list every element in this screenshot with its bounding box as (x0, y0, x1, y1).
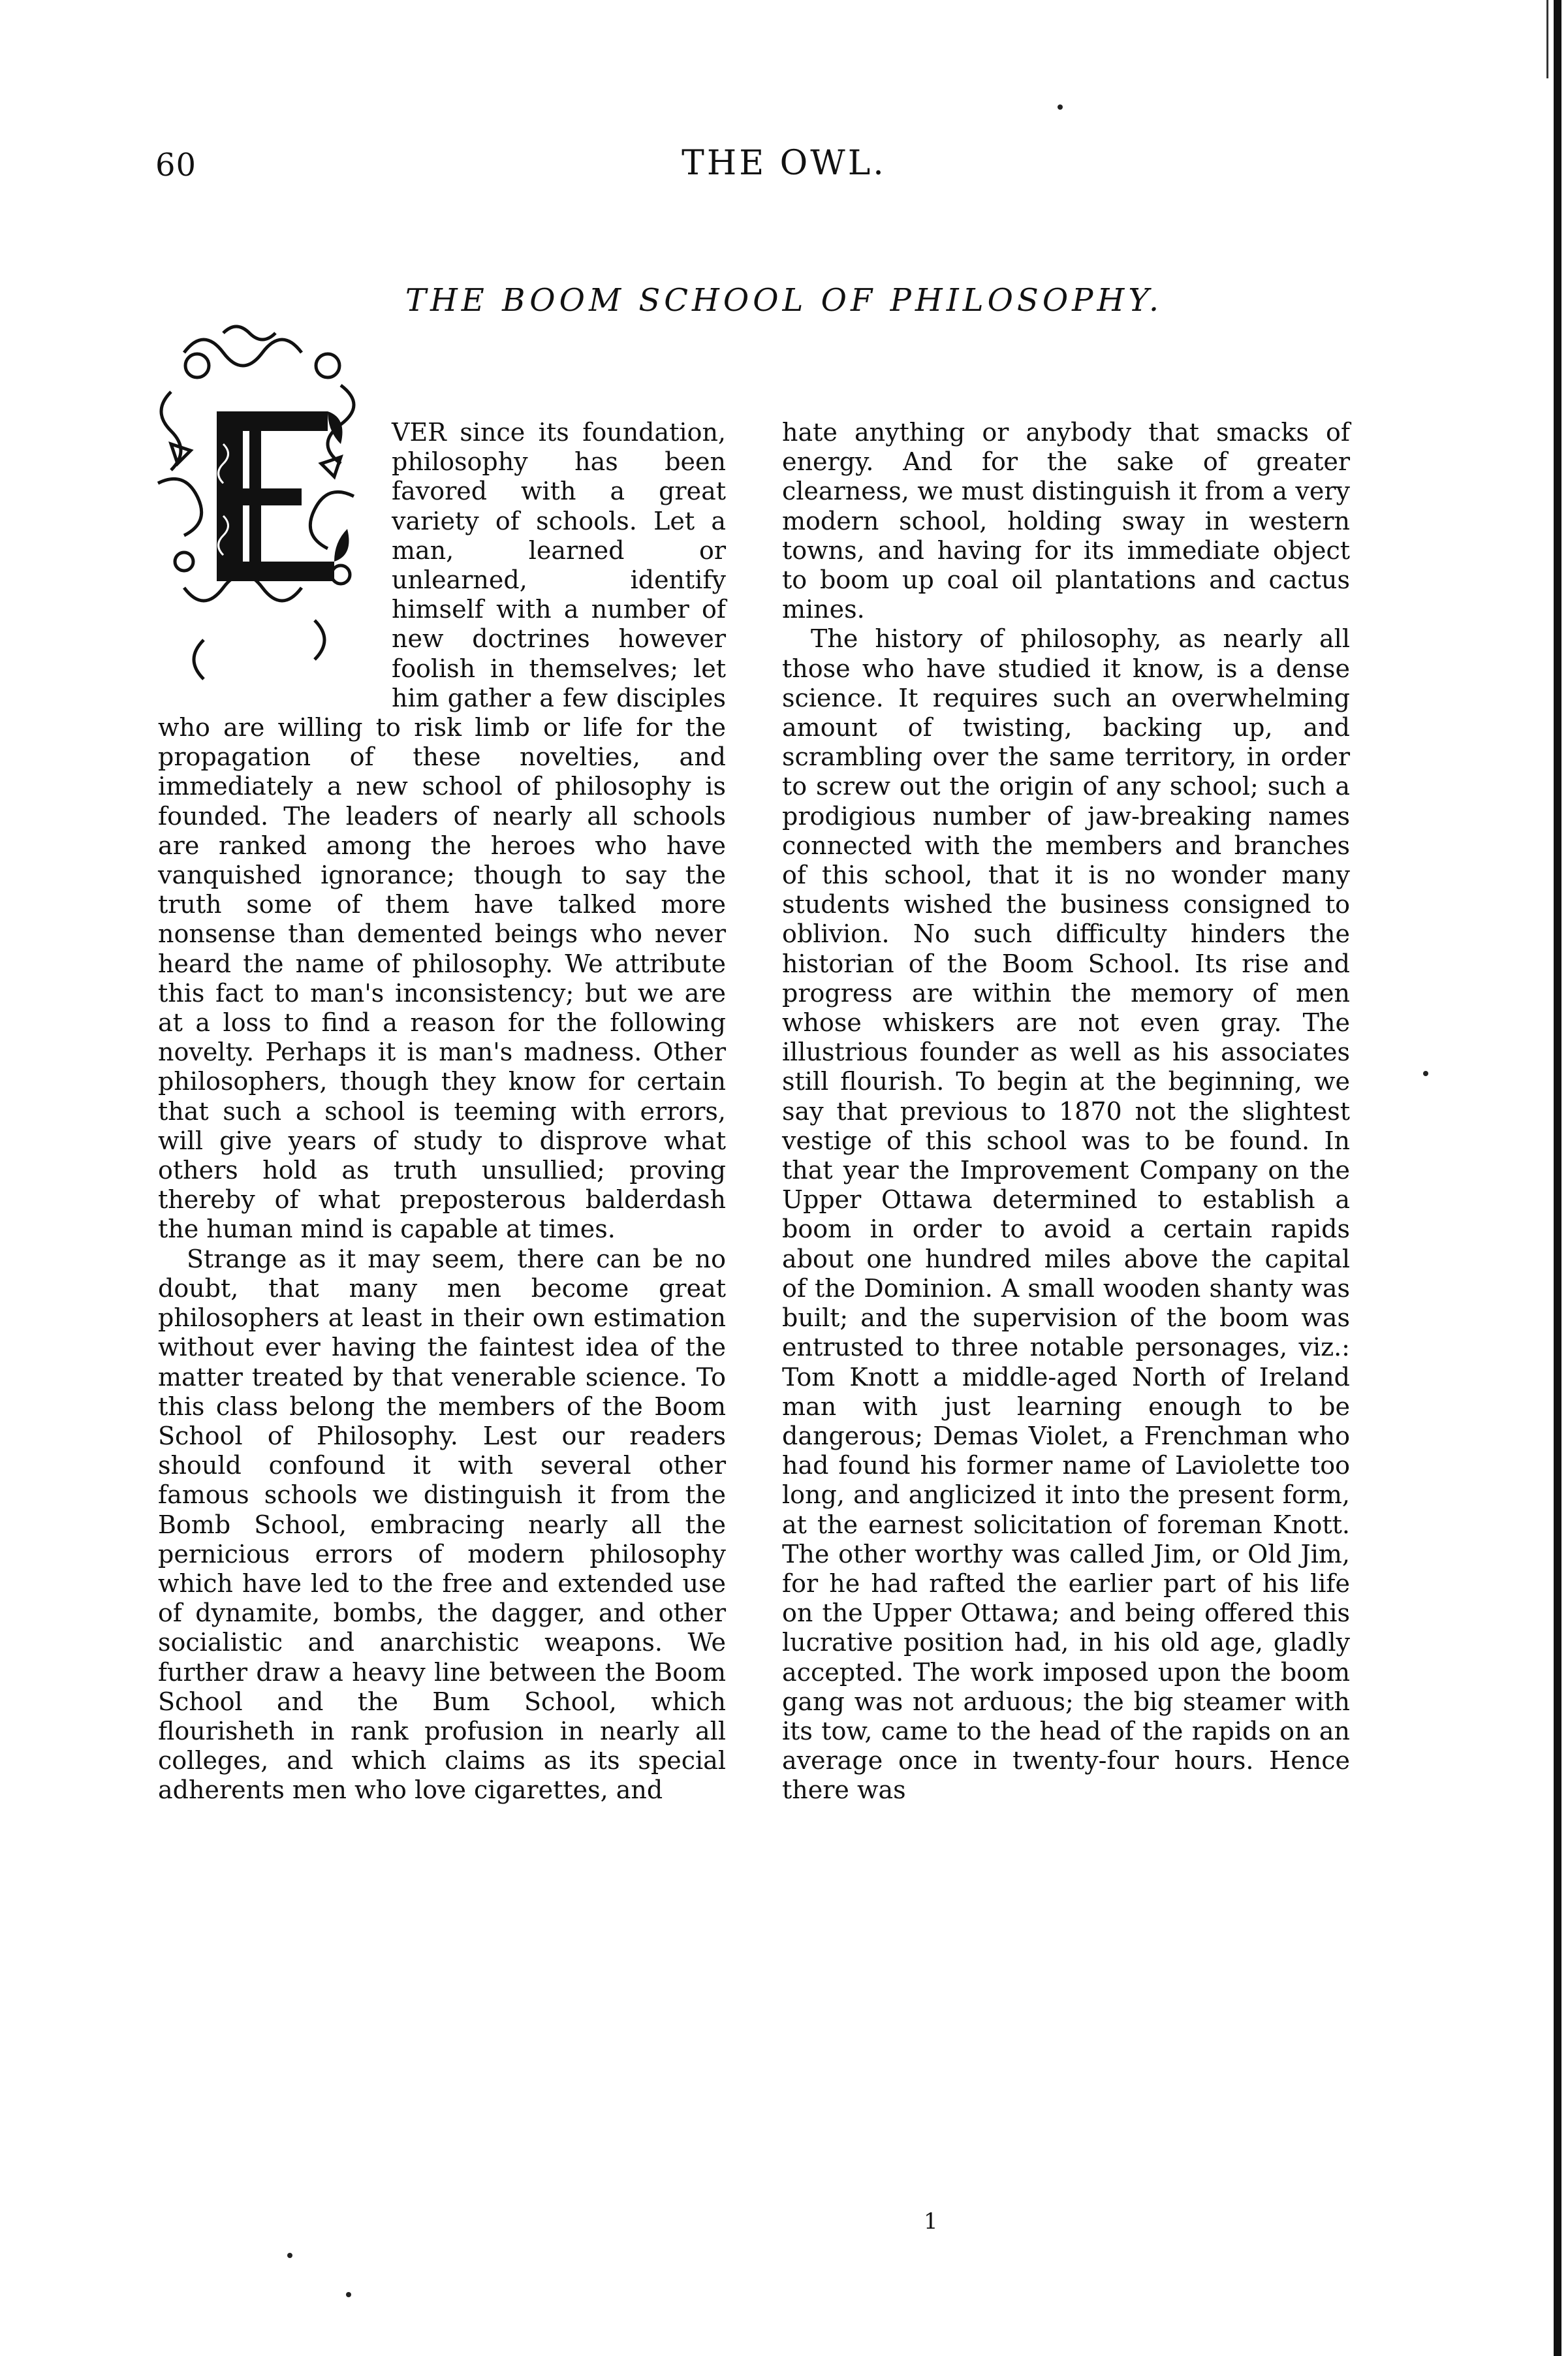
paragraph-4: The history of philosophy, as nearly all those who have studied it know, is a dense science. It requires such an overwhelming amount of twisting, backing up, and scrambling over the same territory, in order to screw out the origin of any school; such a prodigious number of jaw-breaking names connected with the members and branches of this school, that it is no wonder many students wished the business consigned to oblivion. No such difficulty hinders the historian of the Boom School. Its rise and progress are within the memory of men whose whiskers are not even gray. The illustrious founder as well as his associates still flourish. To begin at the beginning, we say that previous to 1870 not the slightest vestige of this school was to be found. In that year the Improvement Company on the Upper Ottawa determined to establish a boom in order to avoid a certain rapids about one hundred miles above the capital of the Dominion. A small wooden shanty was built; and the supervision of the boom was entrusted to three notable personages, viz.: Tom Knott a middle-aged North of Ireland man with just learning enough to be dangerous; Demas Violet, a Frenchman who had found his former name of Laviolette too long, and anglicized it into the present form, at the earnest solicitation of foreman Knott. The other worthy was called Jim, or Old Jim, for he had rafted the earlier part of his life on the Upper Ottawa; and being offered this lucrative position had, in his old age, gladly accepted. The work imposed upon the boom gang was not arduous; the big steamer with its tow, came to the head of the rapids on an average once in twenty-four hours. Hence there was (782, 624, 1350, 1805)
ornamental-drop-cap-icon (145, 313, 380, 705)
page-edge-line (1546, 0, 1548, 78)
right-column (782, 418, 1350, 1806)
article-title: THE BOOM SCHOOL OF PHILOSOPHY. (405, 282, 1163, 319)
left-column (158, 418, 726, 1806)
paragraph-1 (158, 418, 726, 1245)
footer-mark: 1 (924, 2208, 938, 2235)
paragraph-3: hate anything or anybody that smacks of energy. And for the sake of greater clearness, we must distinguish it from a very modern school, holding sway in western towns, and having for its immediate object to boom up coal oil plantations and cactus mines. (782, 418, 1350, 624)
paragraph-1-text: VER since its foundation, philosophy has been favored with a great variety of schools. Let a man, learned or unlearned, identify himself with a number of new doctrines however foolish in themselves; let him gather a few disciples who are willing to risk limb or life for the propagation of these novelties, and immediately a new school of philosophy is founded. The leaders of nearly all schools are ranked among the heroes who have vanquished ignorance; though to say the truth some of them have talked more nonsense than demented beings who never heard the name of philosophy. We attribute this fact to man's inconsistency; but we are at a loss to find a reason for the following novelty. Perhaps it is man's madness. Other philosophers, though they know for certain that such a school is teeming with errors, will give years of study to disprove what others hold as truth unsullied; proving thereby of what preposterous balderdash the human mind is capable at times. (158, 418, 726, 1244)
paragraph-2: Strange as it may seem, there can be no doubt, that many men become great philosophers at least in their own estimation without ever having the faintest idea of the matter treated by that venerable science. To this class belong the members of the Boom School of Philosophy. Lest our readers should confound it with several other famous schools we distinguish it from the Bomb School, embracing nearly all the pernicious errors of modern philosophy which have led to the free and extended use of dynamite, bombs, the dagger, and other socialistic and anarchistic weapons. We further draw a heavy line between the Boom School and the Bum School, which flourisheth in rank profusion in nearly all colleges, and which claims as its special adherents men who love cigarettes, and (158, 1244, 726, 1805)
page-edge-shadow (1554, 0, 1561, 2356)
print-speck (1058, 104, 1063, 110)
page-number: 60 (155, 147, 197, 183)
running-head: THE OWL. (682, 144, 886, 183)
print-speck (287, 2253, 292, 2258)
print-speck (1423, 1071, 1428, 1076)
print-speck (346, 2292, 351, 2297)
